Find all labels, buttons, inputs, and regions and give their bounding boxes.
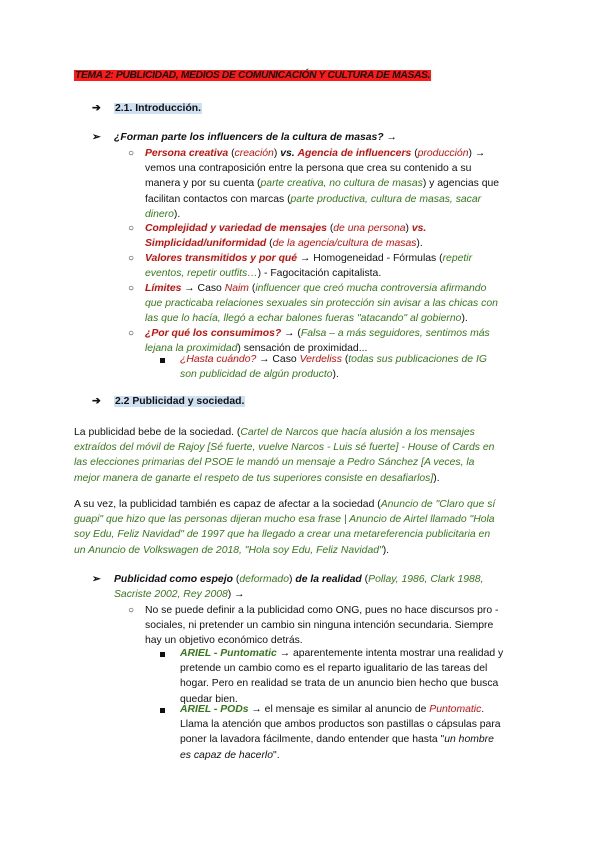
circle-bullet-icon: ○ (128, 253, 135, 264)
text-span: de una persona (333, 223, 406, 234)
text-span: ). (332, 369, 339, 381)
text-span: Persona creativa (145, 148, 229, 159)
text-span: Publicidad como espejo (114, 574, 233, 585)
text-span: de la agencia/cultura de masas (272, 238, 417, 250)
paragraph (74, 425, 534, 486)
section-heading-publicidad (92, 394, 245, 409)
text-span: ) - Fagocitación capitalista. (257, 268, 382, 280)
question-influencers (92, 130, 397, 145)
text-span: dinero (145, 208, 174, 220)
text-span: → Caso (259, 354, 297, 365)
text-span: las elecciones primarias del PSOE le mandó un mensaje a Pedro Sánchez [A veces, la (74, 457, 475, 469)
text-span: manera y por su cuenta ( (145, 178, 261, 190)
text-span: ( (269, 238, 273, 250)
square-bullet-icon (160, 708, 165, 713)
text-span: Puntomatic (429, 704, 482, 715)
text-span: Complejidad y variedad de mensajes (145, 223, 327, 234)
question-espejo-cont (114, 587, 245, 602)
text-span: parte productiva, cultura de masas, sacar (290, 193, 482, 205)
text-span: ( (231, 148, 235, 159)
text-span: Valores transmitidos y por qué (145, 253, 298, 264)
arrowhead-bullet-icon: ➢ (92, 574, 101, 585)
text-span: La publicidad bebe de la sociedad. ( (74, 427, 241, 438)
text-span: Anuncio de "Claro que sí (380, 499, 496, 510)
text-span: 2.2 Publicidad y sociedad. (115, 396, 245, 407)
text-span: ( (414, 148, 418, 159)
text-span: ) y agencias que (422, 178, 500, 190)
text-span: vemos una contraposición entre la persona que crea su contenido a su (145, 163, 472, 175)
text-span: TEMA 2: PUBLICIDAD, MEDIOS DE COMUNICACIÓN Y CULTURA DE MASAS. (75, 70, 431, 81)
text-span: eventos, repetir outfits… (145, 268, 258, 280)
text-span: ( (344, 354, 349, 365)
text-span: producción (417, 148, 469, 159)
text-span: hay un objetivo económico detrás. (145, 635, 303, 647)
text-span: ) (405, 223, 409, 234)
text-span: ). (461, 313, 468, 325)
text-span: ). (382, 544, 390, 556)
text-span: ) (273, 148, 278, 159)
text-span: es capaz de hacerlo (180, 749, 273, 761)
list-item (180, 352, 540, 382)
paragraph (74, 497, 534, 558)
text-span: ). (433, 472, 440, 484)
text-span: hogar. Pero en realidad se trata de un anuncio bien hecho que busca (180, 678, 499, 690)
text-span: parte creativa, no cultura de masas (260, 178, 423, 190)
text-span: ). (416, 238, 423, 250)
text-span: Límites (145, 283, 182, 294)
text-span: un hombre (444, 734, 494, 746)
square-bullet-icon (160, 358, 165, 363)
list-item (180, 702, 540, 763)
text-span: lejana la proximidad (145, 343, 238, 355)
text-span: ( (329, 223, 334, 234)
list-item (145, 251, 545, 281)
square-bullet-icon (160, 652, 165, 657)
document-title (74, 68, 494, 84)
text-span: mejor manera de ganarte el respeto de tus superiores consiste en desafiarlos] (74, 472, 434, 484)
list-item (145, 603, 545, 649)
text-span: repetir (442, 253, 473, 264)
text-span: influencer que creó mucha controversia afirmando (255, 283, 487, 294)
list-item (145, 281, 545, 327)
text-span: ( (251, 283, 256, 294)
list-item (180, 646, 540, 707)
text-span: Falsa – a más seguidores, sentimos más (300, 328, 490, 339)
text-span: . (481, 704, 485, 715)
text-span: Cartel de Narcos que hacía alusión a los mensajes (240, 427, 475, 438)
text-span: ARIEL - PODs (180, 704, 249, 715)
text-span: Pollay, 1986, Clark 1988, (368, 574, 484, 585)
text-span: No se puede definir a la publicidad como ONG, pues no hace discursos pro - (145, 605, 499, 616)
text-span: ¿Forman parte los influencers de la cultura de masas? → (114, 132, 397, 143)
text-span: 2.1. Introducción. (115, 103, 202, 114)
text-span: soy Edu, Feliz Navidad" de 1997 que ha llegado a crear una metareferencia publicitaria en (74, 529, 491, 541)
text-span: un Anuncio de Volkswagen de 2018, "Hola soy Edu, Feliz Navidad" (74, 544, 383, 556)
list-item (145, 146, 545, 222)
text-span: guapi" que hizo que las personas dijeran mucho esa frase | Anuncio de Airtel llamado "Hola (74, 514, 495, 526)
text-span: pretende un cambio como es el reparto igualitario de las tareas del (180, 663, 488, 675)
list-item (145, 221, 545, 251)
section-heading-intro (92, 101, 202, 116)
text-span: vs. (411, 223, 427, 234)
circle-bullet-icon: ○ (128, 148, 135, 159)
text-span: ARIEL - Puntomatic (180, 648, 277, 659)
text-span: → Caso (184, 283, 222, 294)
text-span: ) sensación de proximidad... (237, 343, 368, 355)
text-span: que practicaba relaciones sexuales sin protección sin avisar a las chicas con (145, 298, 498, 310)
text-span: ( (364, 574, 369, 585)
text-span: → el mensaje es similar al anuncio de (251, 704, 427, 715)
text-span: extraídos del móvil de Rajoy [Sé fuerte, vuelve Narcos - Luis sé fuerte] - House of Cards en (74, 442, 495, 454)
text-span: vs. (280, 148, 295, 159)
text-span: las que lo hacía, llegó a echar balones fueras "atacando" al gobierno (145, 313, 462, 325)
text-span: Naim (224, 283, 249, 294)
text-span: ¿Hasta cuándo? (180, 354, 257, 365)
question-espejo (92, 572, 483, 587)
text-span: → aparentemente intenta mostrar una realidad y (279, 648, 504, 659)
text-span: ) → (468, 148, 486, 159)
text-span: Llama la atención que ambos productos son pastillas o cápsulas para (180, 719, 501, 731)
arrowhead-bullet-icon: ➢ (92, 132, 101, 143)
text-span: sociales, ni pretender un cambio sin ninguna intención secundaria. Siempre (145, 620, 494, 632)
arrow-bullet-icon: ➔ (92, 396, 101, 407)
circle-bullet-icon: ○ (128, 283, 135, 294)
text-span: ¿Por qué los consumimos? (145, 328, 282, 339)
text-span: son publicidad de algún producto (180, 369, 333, 381)
text-span: Agencia de influencers (297, 148, 412, 159)
text-span: ) → (227, 589, 245, 600)
text-span: todas sus publicaciones de IG (348, 354, 487, 365)
text-span: ) (289, 574, 293, 585)
text-span: de la realidad (295, 574, 362, 585)
text-span: Sacriste 2002, Rey 2008 (114, 589, 228, 600)
text-span: A su vez, la publicidad también es capaz de afectar a la sociedad ( (74, 499, 381, 510)
text-span: poner la lavadora fácilmente, dando entender que hasta " (180, 734, 445, 746)
text-span: ( (235, 574, 240, 585)
text-span: quedar bien. (180, 693, 238, 705)
text-span: creación (234, 148, 274, 159)
arrow-bullet-icon: ➔ (92, 103, 101, 114)
text-span: deformado (239, 574, 289, 585)
text-span: ". (273, 749, 280, 761)
text-span: ). (173, 208, 181, 220)
text-span: Verdeliss (299, 354, 342, 365)
text-span: → ( (284, 328, 301, 339)
text-span: facilitan contactos con marcas ( (145, 193, 291, 205)
circle-bullet-icon: ○ (128, 605, 135, 616)
text-span: → Homogeneidad - Fórmulas ( (299, 253, 443, 264)
circle-bullet-icon: ○ (128, 328, 135, 339)
circle-bullet-icon: ○ (128, 223, 135, 234)
text-span: Simplicidad/uniformidad (145, 238, 267, 250)
